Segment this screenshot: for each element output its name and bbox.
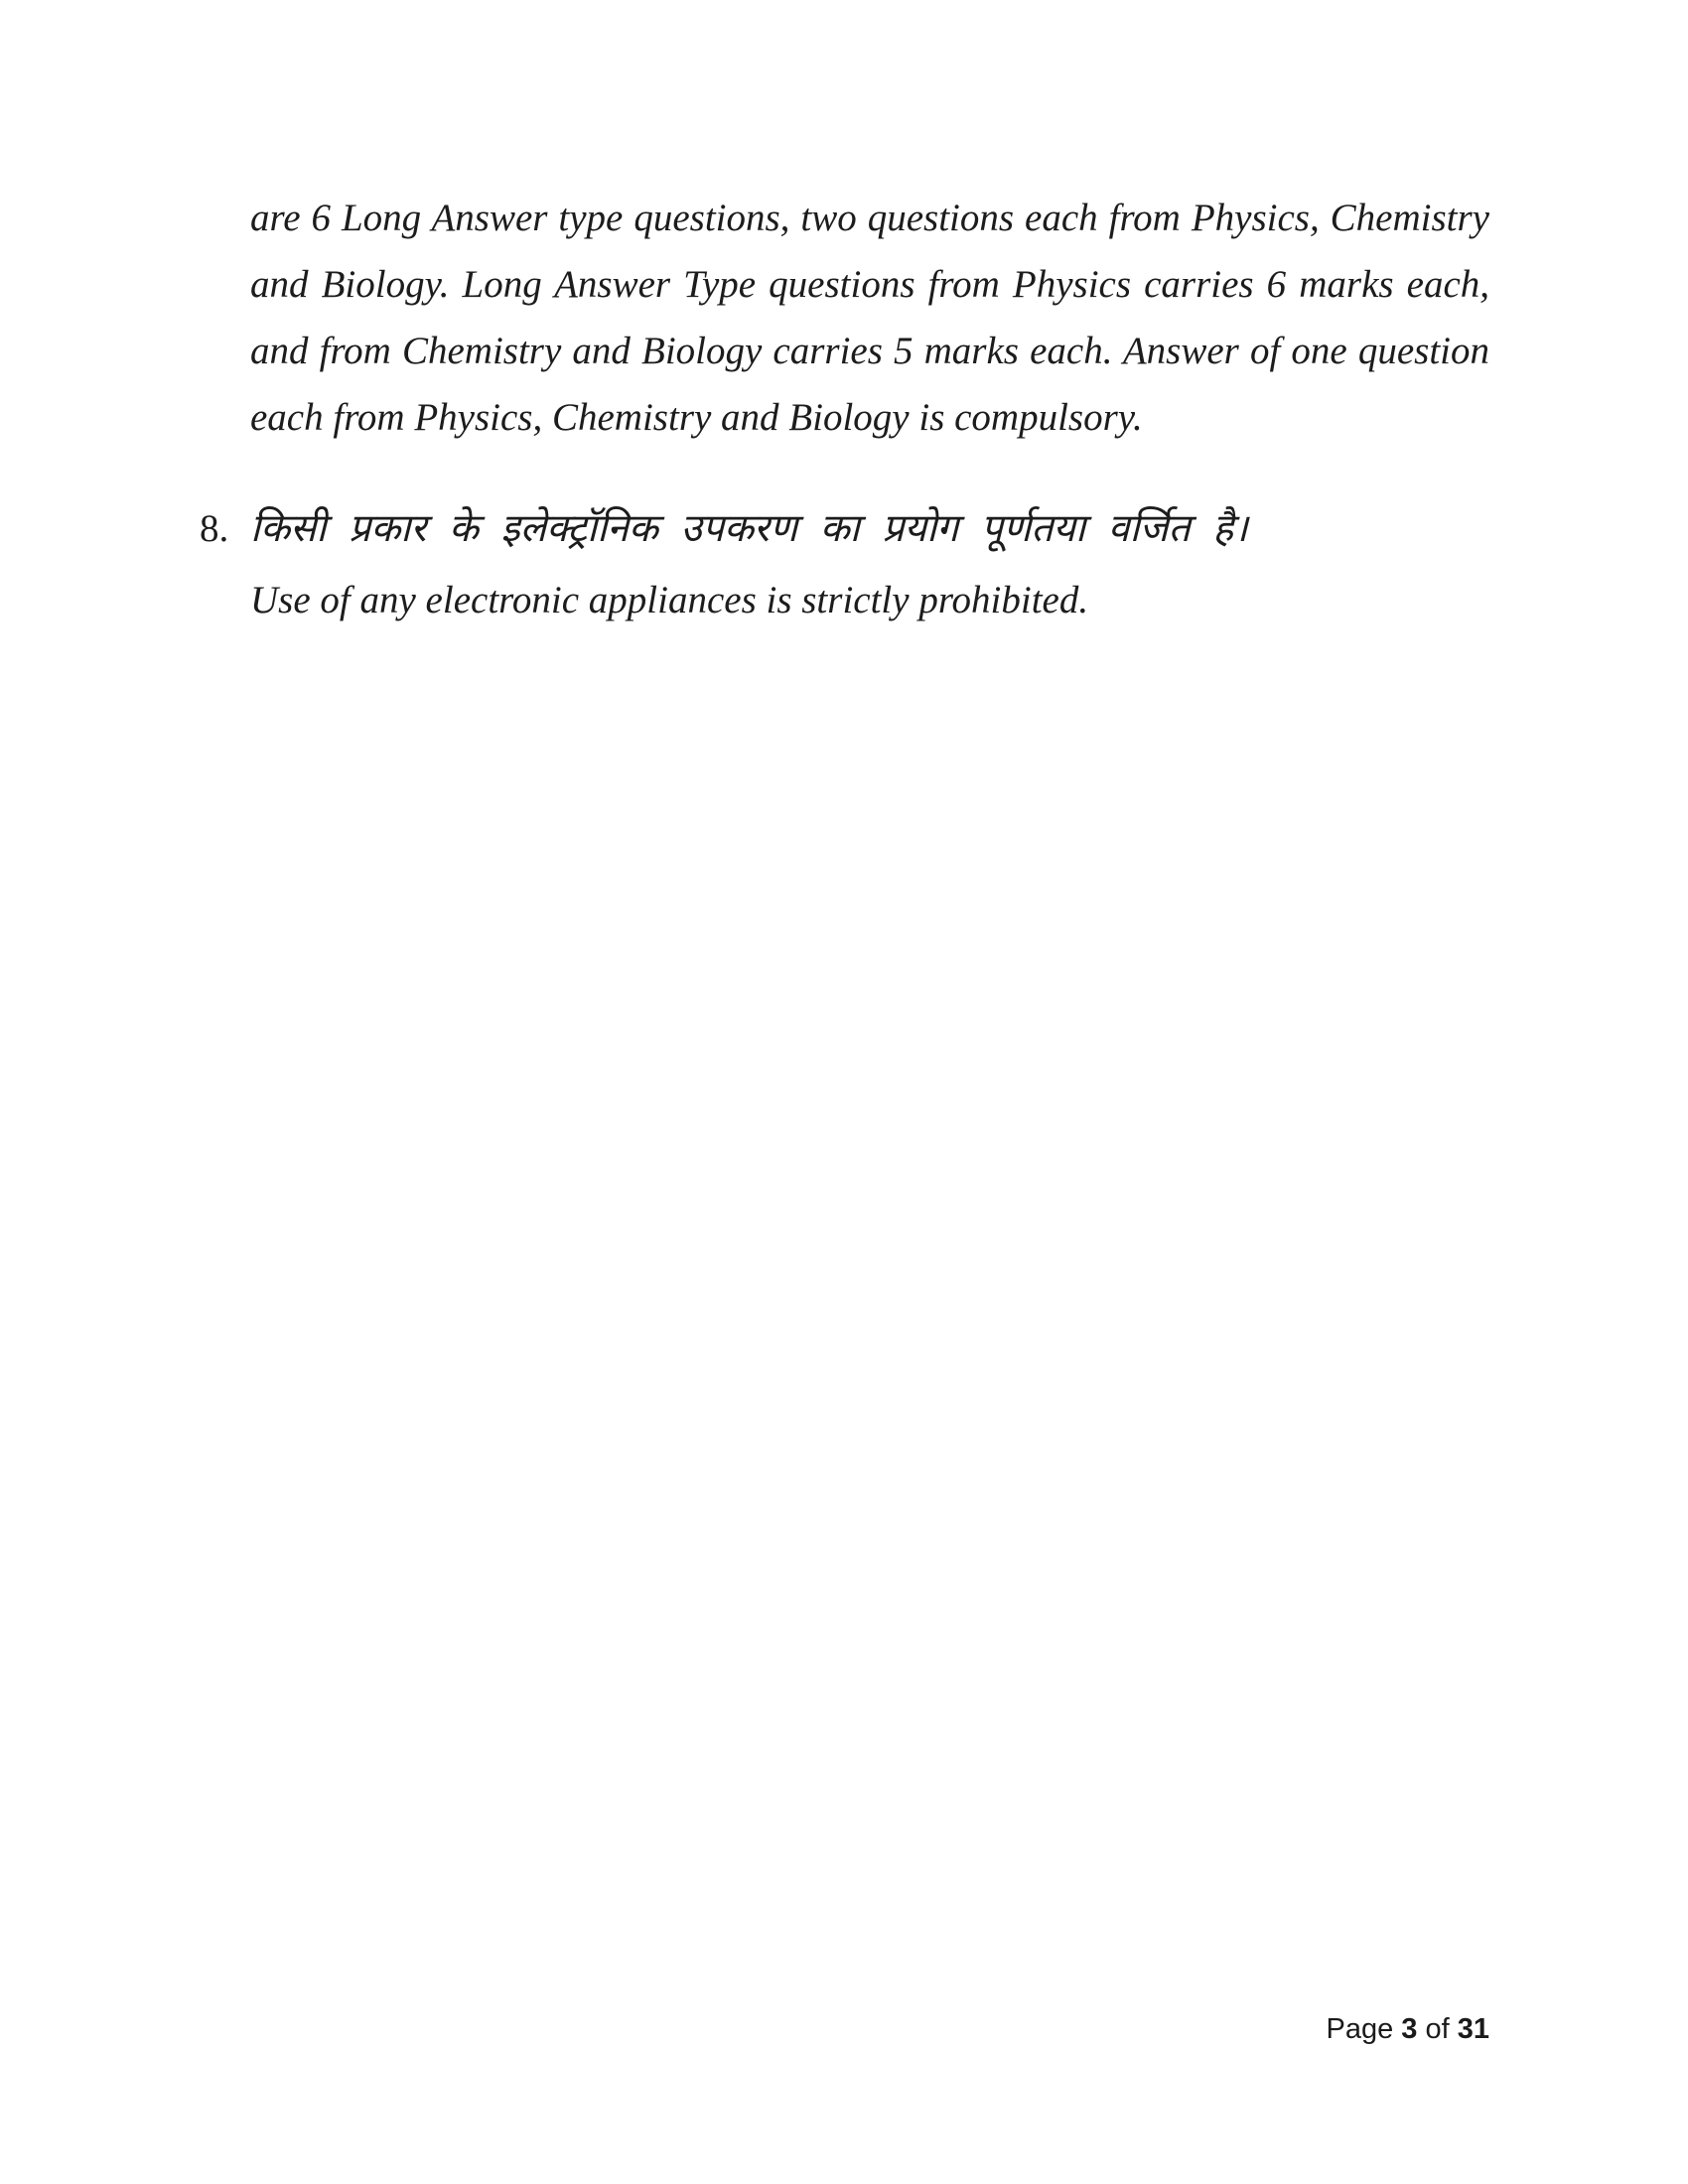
footer-page-number: 3	[1401, 2013, 1418, 2045]
paragraph-line-4: each from Physics, Chemistry and Biology is compulsory.	[250, 396, 1143, 439]
instructions-continued-paragraph	[250, 185, 1489, 451]
list-item-8	[250, 493, 1501, 636]
paragraph-line-2: and Biology. Long Answer Type questions from Physics carries 6 marks each,	[250, 263, 1489, 306]
item-8-english-instruction: Use of any electronic appliances is strictly prohibited.	[250, 579, 1089, 621]
page-footer	[1326, 2012, 1489, 2046]
paragraph-line-3: and from Chemistry and Biology carries 5 marks each. Answer of one question	[250, 330, 1489, 372]
footer-page-label: Page	[1326, 2013, 1394, 2045]
item-8-hindi-instruction: किसी प्रकार के इलेक्ट्रॉनिक उपकरण का प्रयोग पूर्णतया वर्जित है।	[250, 507, 1248, 550]
footer-total-pages: 31	[1457, 2013, 1489, 2045]
footer-of-label: of	[1425, 2013, 1450, 2045]
paragraph-line-1: are 6 Long Answer type questions, two questions each from Physics, Chemistry	[250, 197, 1489, 239]
list-item-8-number: 8.	[200, 507, 229, 550]
